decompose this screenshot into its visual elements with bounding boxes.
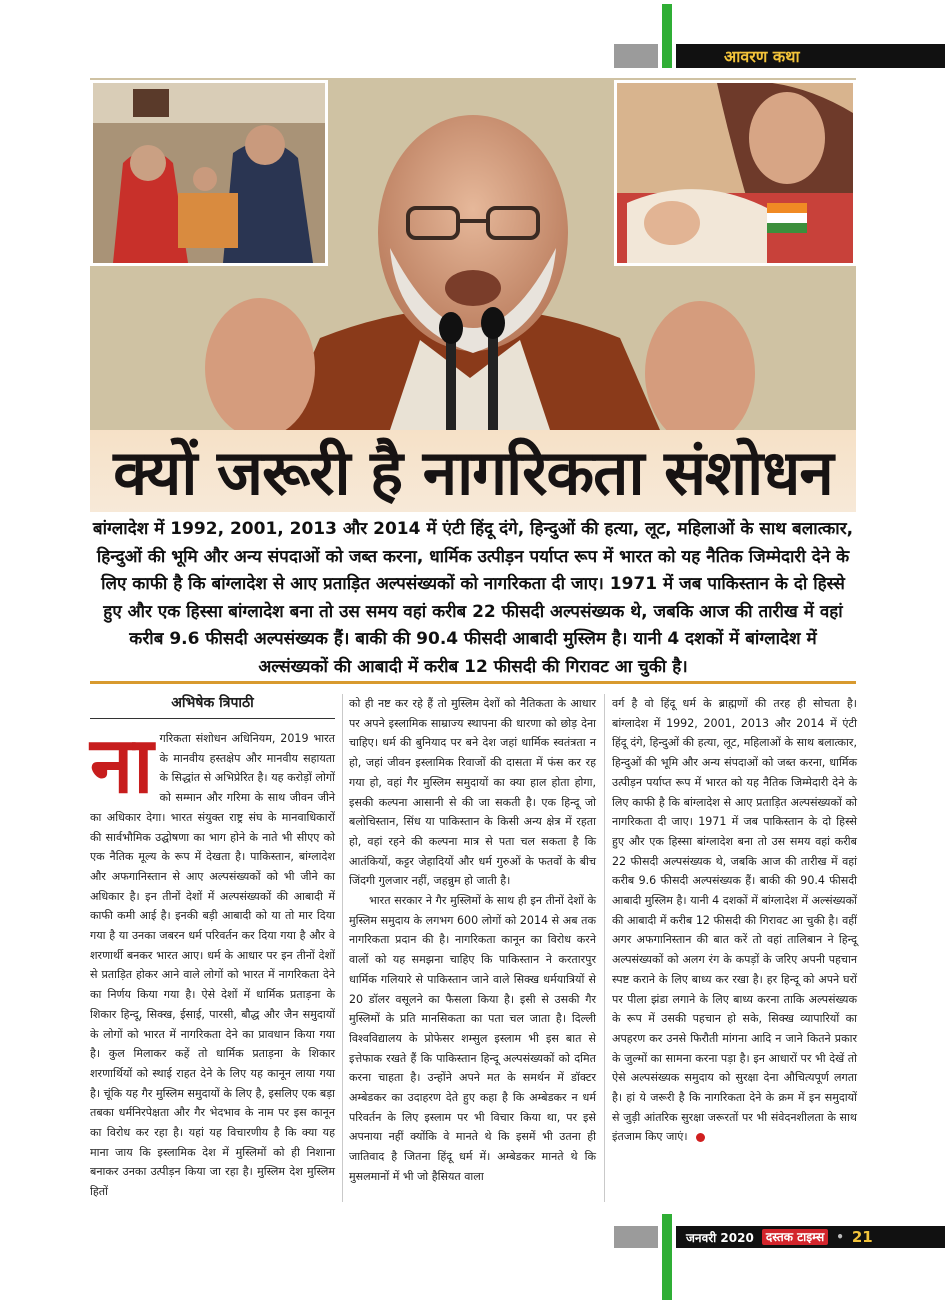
byline: अभिषेक त्रिपाठी bbox=[90, 694, 335, 719]
article-column-3 bbox=[612, 694, 857, 1147]
dek-summary: बांग्लादेश में 1992, 2001, 2013 और 2014 में एंटी हिंदू दंगे, हिन्दुओं की हत्या, लूट, महिलाओं के साथ बलात्कार, हिन्दुओं की भूमि और अन्य संपदाओं को जब्त करना, धार्मिक उत्पीड़न पर्याप्त रूप में भारत को यह नैतिक जिम्मेदारी देने के लिए काफी है कि बांग्लादेश से आए प्रताड़ित अल्पसंख्यकों को नागरिकता दी जाए। 1971 में जब पाकिस्तान के दो हिस्से हुए और एक हिस्सा बांग्लादेश बना तो उस समय वहां करीब 22 फीसदी अल्पसंख्यक थे, जबकि आज की तारीख में वहां करीब 9.6 फीसदी अल्पसंख्यक हैं। बाकी की 90.4 फीसदी आबादी मुस्लिम है। यानी 4 दशकों में बांग्लादेश में अल्संख्यकों की आबादी में करीब 12 फीसदी की गिरावट आ चुकी है। bbox=[92, 519, 854, 677]
green-accent-bar-top bbox=[662, 4, 672, 68]
column-1-text: गरिकता संशोधन अधिनियम, 2019 भारत के मानवीय हस्तक्षेप और मानवीय सहायता के सिद्धांत से अभिप्रेरित है। यह करोड़ों लोगों को सम्मान और गरिमा के साथ जीवन जीने का अधिकार देगा। भारत संयुक्त राष्ट्र संघ के मानवाधिकारों की सार्वभौमिक उद्घोषणा का भाग होने के नाते भी सीएए को एक नैतिक मूल्य के रूप में देखता है। पाकिस्तान, बांग्लादेश और अफगानिस्तान से आए अल्पसंख्यकों को भी जीने का अधिकार है। इन तीनों देशों में अल्पसंख्यकों की आबादी में काफी कमी आई है। इनकी बड़ी आबादी को या तो मार दिया गया है या उनका जबरन धर्म परिवर्तन कर दिया गया है और वे शरणार्थी बनकर भारत आए। धर्म के आधार पर इन तीनों देशों से प्रताड़ित होकर आने वाले लोगों को भारत में नागरिकता देने का निर्णय किया गया है। ऐसे देशों में धार्मिक प्रताड़ना के शिकार हिन्दू, सिक्ख, ईसाई, पारसी, बौद्ध और जैन समुदायों के लोगों को भारत में नागरिकता देने का प्रावधान किया गया है। कुल मिलाकर कहें तो धार्मिक प्रताड़ना के शिकार शरणार्थियों को स्थाई राहत देने के लिए यह कानून लाया गया है। चूंकि यह गैर मुस्लिम समुदायों के लिए है, इसलिए एक बड़ा तबका धर्मनिरपेक्षता और गैर भेदभाव के नाम पर इस कानून का विरोध कर रहा है। यहां यह विचारणीय है कि क्या यह माना जाय कि इस्लामिक देश में मुस्लिमों को ही निशाना बनाकर उनका उत्पीड़न किया जा रहा है। मुस्लिम देश मुस्लिम हितों bbox=[90, 732, 335, 1199]
inset-family-photo bbox=[90, 80, 328, 266]
magazine-name: दस्तक टाइम्स bbox=[762, 1229, 828, 1245]
column-2-paragraph-1: को ही नष्ट कर रहे हैं तो मुस्लिम देशों को नैतिकता के आधार पर अपने इस्लामिक साम्राज्य स्थापना की धारणा को छोड़ देना चाहिए। धर्म की बुनियाद पर बने देश जहां धार्मिक स्वतंत्रता न हो, जहां जीवन इस्लामिक रिवाजों की दासता में फंस कर रह गया हो, वहां गैर मुस्लिम समुदायों का क्या हाल होता होगा, इसकी कल्पना आसानी से की जा सकती है। एक हिन्दू जो बलोचिस्तान, सिंध या पाकिस्तान के किसी अन्य क्षेत्र में रहता हो, वहां रहने की कल्पना मात्र से पता चल सकता है कि आतंकियों, कट्टर जेहादियों और धर्म गुरुओं के फतवों के बीच जिंदगी गुलजार नहीं, जहन्नुम हो जाती है। bbox=[349, 697, 596, 888]
green-accent-bar-bottom bbox=[662, 1214, 672, 1300]
section-label: आवरण कथा bbox=[676, 44, 945, 68]
column-divider bbox=[604, 694, 605, 1202]
family-illustration bbox=[93, 83, 325, 263]
issue-date: जनवरी 2020 bbox=[686, 1230, 754, 1245]
inset-mother-child-photo bbox=[614, 80, 856, 266]
dek-divider bbox=[90, 681, 856, 684]
drop-cap: ना bbox=[90, 721, 154, 811]
grey-accent-block-bottom bbox=[614, 1226, 658, 1248]
column-3-text: वर्ग है वो हिंदू धर्म के ब्राह्मणों की तरह ही सोचता है। बांग्लादेश में 1992, 2001, 2013 और 2014 में एंटी हिंदू दंगे, हिन्दुओं की हत्या, लूट, महिलाओं के साथ बलात्कार, हिन्दुओं की भूमि और अन्य संपदाओं को जब्त करना, धार्मिक उत्पीड़न पर्याप्त रूप में भारत को यह नैतिक जिम्मेदारी देने के लिए काफी है कि बांग्लादेश से आए प्रताड़ित अल्पसंख्यकों को नागरिकता दी जाए। 1971 में जब पाकिस्तान के दो हिस्से हुए और एक हिस्सा बांग्लादेश बना तो उस समय वहां करीब 22 फीसदी अल्पसंख्यक थे, जबकि आज की तारीख में वहां करीब 9.6 फीसदी अल्पसंख्यक हैं। बाकी की 90.4 फीसदी आबादी मुस्लिम है। यानी 4 दशकों में बांग्लादेश में अल्संख्यकों की आबादी में करीब 12 फीसदी की गिरावट आ चुकी है। वहीं अगर अफगानिस्तान की बात करें तो वहां तालिबान ने हिन्दू अल्पसंख्यकों को अलग रंग के कपड़ों के जरिए अपनी पहचान स्पष्ट कराने के लिए बाध्य कर रखा है। हर हिन्दू को अपने घरों पर पीला झंडा लगाने के लिए बाध्य करना ताकि अल्पसंख्यक के रूप में उसकी पहचान हो सके, सिक्ख व्यापारियों का अपहरण कर उनसे फिरौती मांगना आदि न जाने कितने प्रकार के जुल्मों का सामना करना पड़ा है। इन आधारों पर भी देखें तो ऐसे अल्पसंख्यक समुदाय को सुरक्षा देना औचित्यपूर्ण लगता है। हां ये जरूरी है कि नागरिकता देने के क्रम में इन समुदायों से जुड़ी आंतरिक सुरक्षा जरूरतों पर भी संवेदनशीलता के साथ इंतजाम किए जाएं। bbox=[612, 697, 857, 1144]
headline: क्यों जरूरी है नागरिकता संशोधन bbox=[113, 436, 833, 509]
column-divider bbox=[342, 694, 343, 1202]
article-column-2 bbox=[349, 694, 596, 1187]
bullet-icon: • bbox=[836, 1230, 844, 1244]
end-of-article-dot-icon bbox=[696, 1133, 705, 1142]
article-column-1 bbox=[90, 694, 335, 1202]
column-2-paragraph-2: भारत सरकार ने गैर मुस्लिमों के साथ ही इन तीनों देशों के मुस्लिम समुदाय के लगभग 600 लोगों को 2014 से अब तक नागरिकता प्रदान की है। नागरिकता कानून का विरोध करने वालों को यह समझना चाहिए कि पाकिस्तान ने करतारपुर धार्मिक गलियारे से पाकिस्तान जाने वाले सिक्ख धर्मयात्रियों से 20 डॉलर वसूलने का फैसला किया है। इसी से उसकी गैर मुस्लिमों के प्रति मानसिकता का पता चल जाता है। दिल्ली विश्वविद्यालय के प्रोफेसर शम्सुल इस्लाम भी इस बात से इत्तेफाक रखते हैं कि पाकिस्तान हिन्दू अल्पसंख्यकों को दमित करना चाहता है। उन्होंने अपने मत के समर्थन में डॉक्टर अम्बेडकर का उदाहरण देते हुए कहा है कि अम्बेडकर न धर्म परिवर्तन के लिए इस्लाम पर भी विचार किया था, पर इसे अपनाया नहीं क्योंकि वे मानते थे कि इसमें भी उतना ही जातिवाद है जितना हिंदू धर्म में। अम्बेडकर मानते थे कि मुसलमानों में भी जो हैसियत वाला bbox=[349, 894, 596, 1183]
page-footer bbox=[676, 1226, 945, 1248]
page-number: 21 bbox=[851, 1228, 873, 1246]
mother-child-illustration bbox=[617, 83, 853, 263]
grey-accent-block-top bbox=[614, 44, 658, 68]
